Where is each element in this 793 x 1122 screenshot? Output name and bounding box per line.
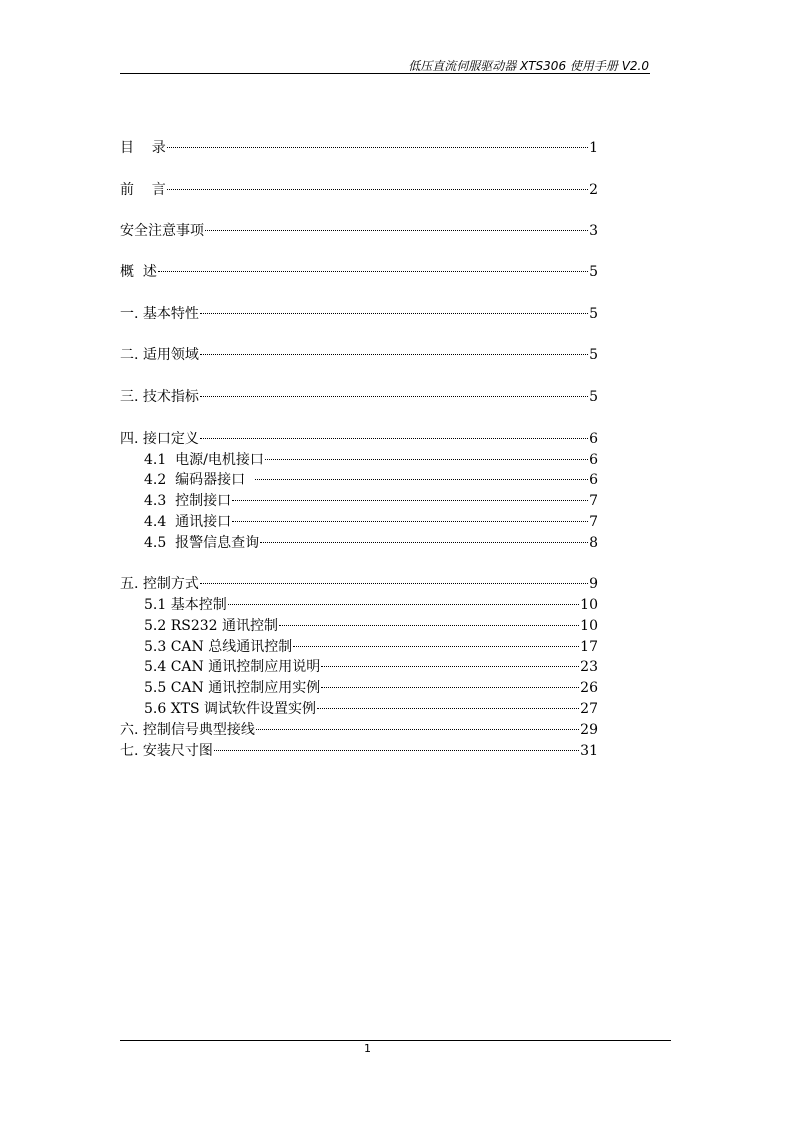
toc-leader (293, 646, 579, 647)
toc-leader (228, 604, 579, 605)
toc-entry-4-1 (144, 450, 598, 470)
toc-entry-section-7 (120, 741, 598, 761)
toc-label: 4.1 电源/电机接口 (144, 452, 264, 468)
toc-label: 5.1 基本控制 (144, 597, 227, 613)
toc-page: 26 (580, 680, 598, 696)
toc-leader (200, 438, 588, 439)
toc-label: 5.3 CAN 总线通讯控制 (144, 639, 293, 655)
toc-entry-overview (120, 262, 598, 282)
toc-label: 一. 基本特性 (120, 306, 199, 322)
toc-entry-5-3 (144, 637, 598, 657)
toc-label: 5.5 CAN 通讯控制应用实例 (144, 680, 321, 696)
toc-label: 五. 控制方式 (120, 576, 199, 592)
toc-label: 安全注意事项 (120, 223, 204, 239)
toc-leader (158, 271, 588, 272)
toc-entry-contents (120, 138, 598, 158)
toc-label: 5.2 RS232 通讯控制 (144, 618, 279, 634)
toc-leader (321, 666, 579, 667)
toc-page: 2 (589, 182, 598, 198)
toc-page: 23 (580, 659, 598, 675)
toc-leader (200, 583, 588, 584)
toc-entry-5-1 (144, 595, 598, 615)
toc-entry-section-3 (120, 387, 598, 407)
toc-leader (279, 625, 579, 626)
toc-page: 5 (589, 389, 598, 405)
toc-leader (200, 396, 588, 397)
toc-leader (200, 354, 588, 355)
toc-entry-4-2 (144, 470, 598, 490)
toc-label: 三. 技术指标 (120, 389, 199, 405)
toc-label: 四. 接口定义 (120, 431, 199, 447)
toc-label: 概 述 (120, 264, 157, 280)
toc-leader (260, 542, 588, 543)
toc-label: 前 言 (120, 182, 166, 198)
header-rule (120, 73, 650, 74)
toc-entry-5-6 (144, 699, 598, 719)
toc-page: 6 (589, 472, 598, 488)
toc-label: 目 录 (120, 140, 166, 156)
toc-page: 5 (589, 264, 598, 280)
toc-leader (214, 750, 579, 751)
toc-label: 4.3 控制接口 (144, 493, 232, 509)
toc-page: 5 (589, 347, 598, 363)
toc-entry-section-5 (120, 574, 598, 594)
toc-entry-safety (120, 221, 598, 241)
toc-leader (255, 479, 588, 480)
toc-label: 5.4 CAN 通讯控制应用说明 (144, 659, 321, 675)
toc-entry-5-4 (144, 657, 598, 677)
toc-page: 17 (580, 639, 598, 655)
toc-leader (265, 459, 588, 460)
running-header: 低压直流伺服驱动器 XTS306 使用手册 V2.0 (408, 59, 649, 73)
toc-page: 9 (589, 576, 598, 592)
toc-label: 4.2 编码器接口 (144, 472, 255, 488)
toc-leader (167, 189, 588, 190)
toc-page: 5 (589, 306, 598, 322)
footer-page-number: 1 (364, 1042, 371, 1055)
toc-page: 7 (589, 493, 598, 509)
toc-page: 7 (589, 514, 598, 530)
toc-page: 27 (580, 701, 598, 717)
toc-leader (317, 708, 579, 709)
toc-entry-section-1 (120, 304, 598, 324)
toc-entry-4-4 (144, 512, 598, 532)
toc-entry-section-6 (120, 720, 598, 740)
toc-page: 3 (589, 223, 598, 239)
toc-entry-4-5 (144, 533, 598, 553)
toc-page: 31 (580, 743, 598, 759)
toc-leader (321, 687, 579, 688)
toc-page: 29 (580, 722, 598, 738)
toc-entry-5-5 (144, 678, 598, 698)
toc-label: 七. 安装尺寸图 (120, 743, 213, 759)
toc-leader (232, 521, 588, 522)
toc-label: 4.4 通讯接口 (144, 514, 232, 530)
toc-leader (200, 313, 588, 314)
toc-leader (205, 230, 588, 231)
toc-leader (167, 147, 588, 148)
toc-entry-4-3 (144, 491, 598, 511)
toc-page: 6 (589, 431, 598, 447)
toc-entry-5-2 (144, 616, 598, 636)
toc-entry-section-4 (120, 429, 598, 449)
toc-leader (232, 500, 588, 501)
toc-page: 10 (580, 597, 598, 613)
toc-entry-preface (120, 180, 598, 200)
toc-label: 六. 控制信号典型接线 (120, 722, 255, 738)
toc-page: 10 (580, 618, 598, 634)
toc-entry-section-2 (120, 345, 598, 365)
toc-leader (256, 729, 579, 730)
footer-rule (120, 1040, 671, 1041)
toc-page: 8 (589, 535, 598, 551)
toc-label: 二. 适用领域 (120, 347, 199, 363)
toc-page: 1 (589, 140, 598, 156)
toc-label: 4.5 报警信息查询 (144, 535, 260, 551)
toc-label: 5.6 XTS 调试软件设置实例 (144, 701, 317, 717)
toc-page: 6 (589, 452, 598, 468)
